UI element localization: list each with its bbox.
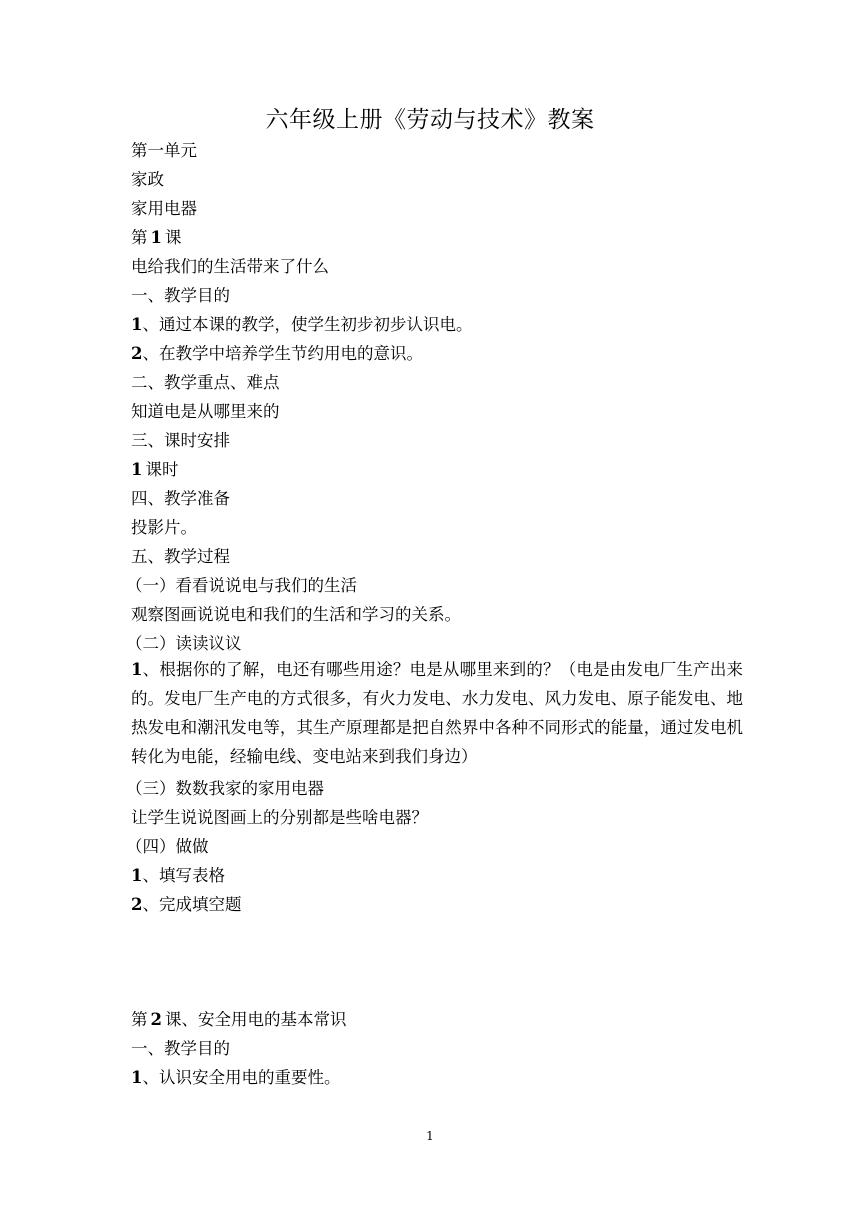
lesson1-label-prefix: 第 <box>131 228 148 247</box>
lesson2-section1-item1 <box>131 1067 340 1089</box>
process3-text: 让学生说说图画上的分别都是些啥电器？ <box>131 808 428 827</box>
process4-item1-text: 、填写表格 <box>142 866 225 885</box>
process4-item1 <box>131 865 225 887</box>
lesson2-label <box>131 1009 346 1031</box>
section1-item2-text: 、在教学中培养学生节约用电的意识。 <box>142 344 423 363</box>
section2-text: 知道电是从哪里来的 <box>131 402 280 421</box>
section1-item2 <box>131 343 423 365</box>
process1-heading: （一）看看说说电与我们的生活 <box>126 576 357 595</box>
process4-item2 <box>131 894 241 916</box>
process4-item2-text: 、完成填空题 <box>142 895 242 914</box>
process1-text: 观察图画说说电和我们的生活和学习的关系。 <box>131 605 461 624</box>
section3-text <box>131 459 178 481</box>
process2-text: 、根据你的了解，电还有哪些用途？电是从哪里来到的？（电是由发电厂生产出来的。发电厂生产电的方式很多，有火力发电、水力发电、风力发电、原子能发电、地热发电和潮汛发电等，其生产原理都是把自然界中各种不同形式的能量，通过发电机转化为电能，经输电线、变电站来到我们身边） <box>131 660 743 766</box>
lesson2-label-suffix: 课、安全用电的基本常识 <box>164 1010 347 1029</box>
section1-item2-number: 2 <box>131 344 143 363</box>
section1-item1-text: 、通过本课的教学，使学生初步初步认识电。 <box>142 315 473 334</box>
lesson1-label-suffix: 课 <box>164 228 182 247</box>
section1-heading: 一、教学目的 <box>131 286 230 305</box>
lesson2-label-prefix: 第 <box>131 1010 148 1029</box>
section4-text: 投影片。 <box>131 518 197 537</box>
lesson2-section1-heading: 一、教学目的 <box>131 1039 230 1058</box>
section3-number: 1 <box>131 460 143 479</box>
process2-number: 1 <box>131 660 143 679</box>
section2-heading: 二、教学重点、难点 <box>131 373 280 392</box>
section1-item1-number: 1 <box>131 315 143 334</box>
process3-heading: （三）数数我家的家用电器 <box>126 779 324 798</box>
lesson1-name: 电给我们的生活带来了什么 <box>131 257 329 276</box>
process4-item2-number: 2 <box>131 895 143 914</box>
lesson2-section1-item1-text: 、认识安全用电的重要性。 <box>142 1068 341 1087</box>
unit-label: 第一单元 <box>131 141 197 160</box>
process4-heading: （四）做做 <box>126 837 209 856</box>
document-title: 六年级上册《劳动与技术》教案 <box>265 107 595 133</box>
lesson1-number: 1 <box>150 228 162 247</box>
lesson1-label <box>131 227 181 249</box>
lesson2-section1-item1-number: 1 <box>131 1068 143 1087</box>
section4-heading: 四、教学准备 <box>131 489 230 508</box>
section3-unit: 课时 <box>145 460 179 479</box>
section1-item1 <box>131 314 472 336</box>
lesson2-number: 2 <box>150 1010 162 1029</box>
process2-heading: （二）读读议议 <box>126 634 242 653</box>
section3-heading: 三、课时安排 <box>131 431 230 450</box>
topic-label: 家政 <box>131 170 164 189</box>
subtopic-label: 家用电器 <box>131 199 197 218</box>
process2-paragraph <box>131 655 743 771</box>
process4-item1-number: 1 <box>131 866 143 885</box>
section5-heading: 五、教学过程 <box>131 547 230 566</box>
page-number: 1 <box>426 1129 434 1143</box>
